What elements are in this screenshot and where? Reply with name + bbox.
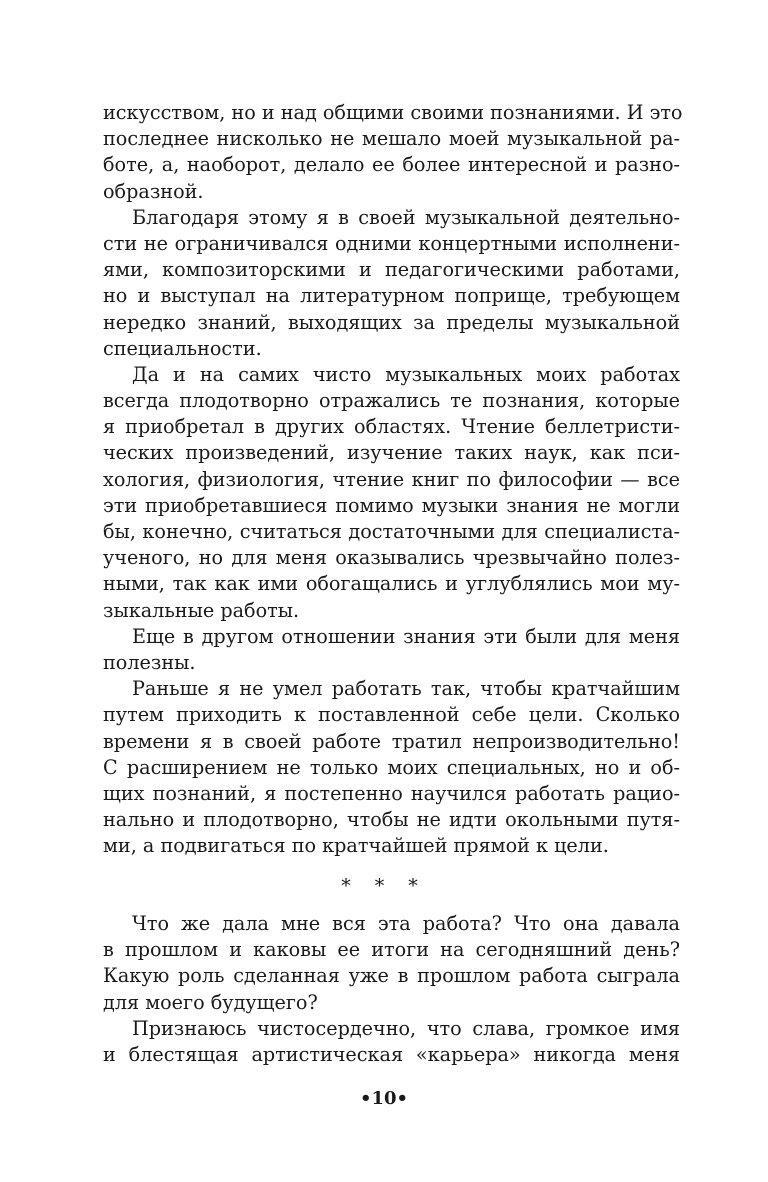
text-line: хология, физиология, чтение книг по философии — все <box>103 467 680 491</box>
text-line: Что же дала мне вся эта работа? Что она давала <box>132 912 680 935</box>
text-line: и блестящая артистическая «карьера» никогда меня <box>103 1042 680 1066</box>
text-line: последнее нисколько не мешало моей музыкальной ра- <box>103 127 680 151</box>
paragraph <box>103 1016 680 1068</box>
paragraph <box>103 676 680 859</box>
text-line: путем приходить к поставленной себе цели. Сколько <box>103 703 680 727</box>
text-line: Да и на самих чисто музыкальных моих работах <box>132 362 680 386</box>
text-line: для моего будущего? <box>103 990 318 1014</box>
paragraph <box>103 362 680 624</box>
text-line: Признаюсь чистосердечно, что слава, громкое имя <box>132 1016 680 1040</box>
text-line: в прошлом и каковы ее итоги на сегодняшний день? <box>103 938 680 962</box>
text-line: Благодаря этому я в своей музыкальной деятельно- <box>132 205 680 229</box>
text-line: зыкальные работы. <box>103 598 300 622</box>
section-separator: * * * <box>341 875 427 897</box>
text-line: эти приобретавшиеся помимо музыки знания не могли <box>103 493 680 517</box>
paragraph <box>103 911 680 1016</box>
text-line: С расширением не только моих специальных, но и об- <box>103 755 680 779</box>
text-line: ми, а подвигаться по кратчайшей прямой к цели. <box>103 834 609 858</box>
text-line: боте, а, наоборот, делало ее более интересной и разно- <box>103 153 680 177</box>
text-line: но и выступал на литературном поприще, требующем <box>103 284 680 308</box>
text-line: специальности. <box>103 336 262 360</box>
text-line: образной. <box>103 179 204 203</box>
text-line: щих познаний, я постепенно научился работать рацио- <box>103 781 680 805</box>
text-line: нередко знаний, выходящих за пределы музыкальной <box>103 310 680 334</box>
page-text-lower <box>103 911 680 1068</box>
text-line: ученого, но для меня оказывались чрезвычайно полез- <box>103 546 680 570</box>
text-line: ями, композиторскими и педагогическими работами, <box>103 258 680 282</box>
text-line: всегда плодотворно отражались те познания, которые <box>103 389 680 413</box>
text-line: сти не ограничивался одними концертными исполнени- <box>103 231 680 255</box>
text-line: времени я в своей работе тратил непроизводительно! <box>103 729 680 753</box>
text-line: полезны. <box>103 650 196 674</box>
text-line: ческих произведений, изучение таких наук, как пси- <box>103 441 680 465</box>
text-line: ными, так как ими обогащались и углублялись мои му- <box>103 572 680 596</box>
page-number: •10• <box>359 1088 409 1109</box>
text-line: Еще в другом отношении знания эти были для меня <box>132 624 680 648</box>
paragraph <box>103 100 683 205</box>
paragraph <box>103 624 680 676</box>
text-line: искусством, но и над общими своими познаниями. И это <box>103 101 683 124</box>
text-line: нально и плодотворно, чтобы не идти окольными путя- <box>103 808 680 832</box>
text-line: бы, конечно, считаться достаточными для специалиста- <box>103 520 680 543</box>
text-line: я приобретал в других областях. Чтение беллетристи- <box>103 415 680 439</box>
paragraph <box>103 205 680 362</box>
page-text-upper <box>103 100 683 859</box>
text-line: Какую роль сделанная уже в прошлом работа сыграла <box>103 964 680 988</box>
text-line: Раньше я не умел работать так, чтобы кратчайшим <box>132 677 680 701</box>
